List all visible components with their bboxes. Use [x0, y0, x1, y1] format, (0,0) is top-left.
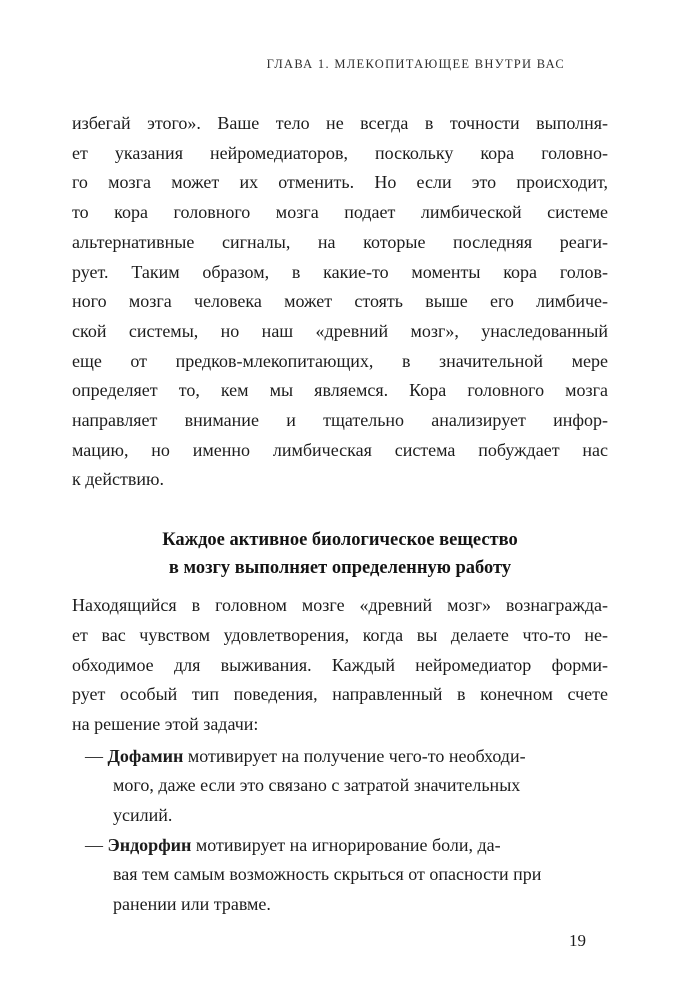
text-line: еще от предков-млекопитающих, в значительной мере: [72, 350, 608, 371]
text-line: ет вас чувством удовлетворения, когда вы делаете что-то не-: [72, 624, 608, 645]
text-line: го мозга может их отменить. Но если это происходит,: [72, 172, 608, 193]
paragraph: [72, 591, 608, 740]
bullet-list: [72, 742, 608, 920]
text-line: ской системы, но наш «древний мозг», унаследованный: [72, 320, 608, 341]
paragraph: [72, 109, 608, 495]
text-line: на решение этой задачи:: [72, 713, 259, 734]
text-line: Находящийся в головном мозге «древний мозг» вознагражда-: [72, 595, 608, 616]
text-line: то кора головного мозга подает лимбической системе: [72, 202, 608, 223]
text-line: ного мозга человека может стоять выше его лимбиче-: [72, 291, 608, 312]
section-heading: [72, 526, 608, 582]
text-line: рует. Таким образом, в какие-то моменты кора голов-: [72, 261, 608, 282]
text-line: направляет внимание и тщательно анализирует инфор-: [72, 410, 608, 431]
running-head: ГЛАВА 1. МЛЕКОПИТАЮЩЕЕ ВНУТРИ ВАС: [266, 57, 565, 71]
text-line: ет указания нейромедиаторов, поскольку кора головно-: [72, 142, 608, 163]
text-line: — Дофамин мотивирует на получение чего-то необходи-: [85, 745, 526, 766]
text-line: вая тем самым возможность скрыться от опасности при: [113, 864, 542, 885]
text-line: усилий.: [113, 805, 173, 826]
text-line: к действию.: [72, 469, 164, 490]
bullet-item: [72, 831, 608, 920]
bullet-item: [72, 742, 608, 831]
text-line: мого, даже если это связано с затратой значительных: [113, 775, 521, 796]
page-number: 19: [569, 931, 586, 950]
text-line: рует особый тип поведения, направленный в конечном счете: [72, 684, 608, 705]
text-line: в мозгу выполняет определенную работу: [168, 558, 512, 579]
text-line: Каждое активное биологическое вещество: [162, 530, 518, 551]
text-line: обходимое для выживания. Каждый нейромедиатор форми-: [72, 654, 608, 675]
text-line: альтернативные сигналы, на которые последняя реаги-: [72, 231, 608, 252]
text-line: — Эндорфин мотивирует на игнорирование боли, да-: [85, 834, 501, 855]
page-body: [72, 109, 608, 920]
text-line: избегай этого». Ваше тело не всегда в точности выполня-: [72, 113, 608, 133]
text-line: определяет то, кем мы являемся. Кора головного мозга: [72, 380, 608, 401]
text-line: мацию, но именно лимбическая система побуждает нас: [72, 439, 608, 460]
text-line: ранении или травме.: [113, 894, 271, 915]
